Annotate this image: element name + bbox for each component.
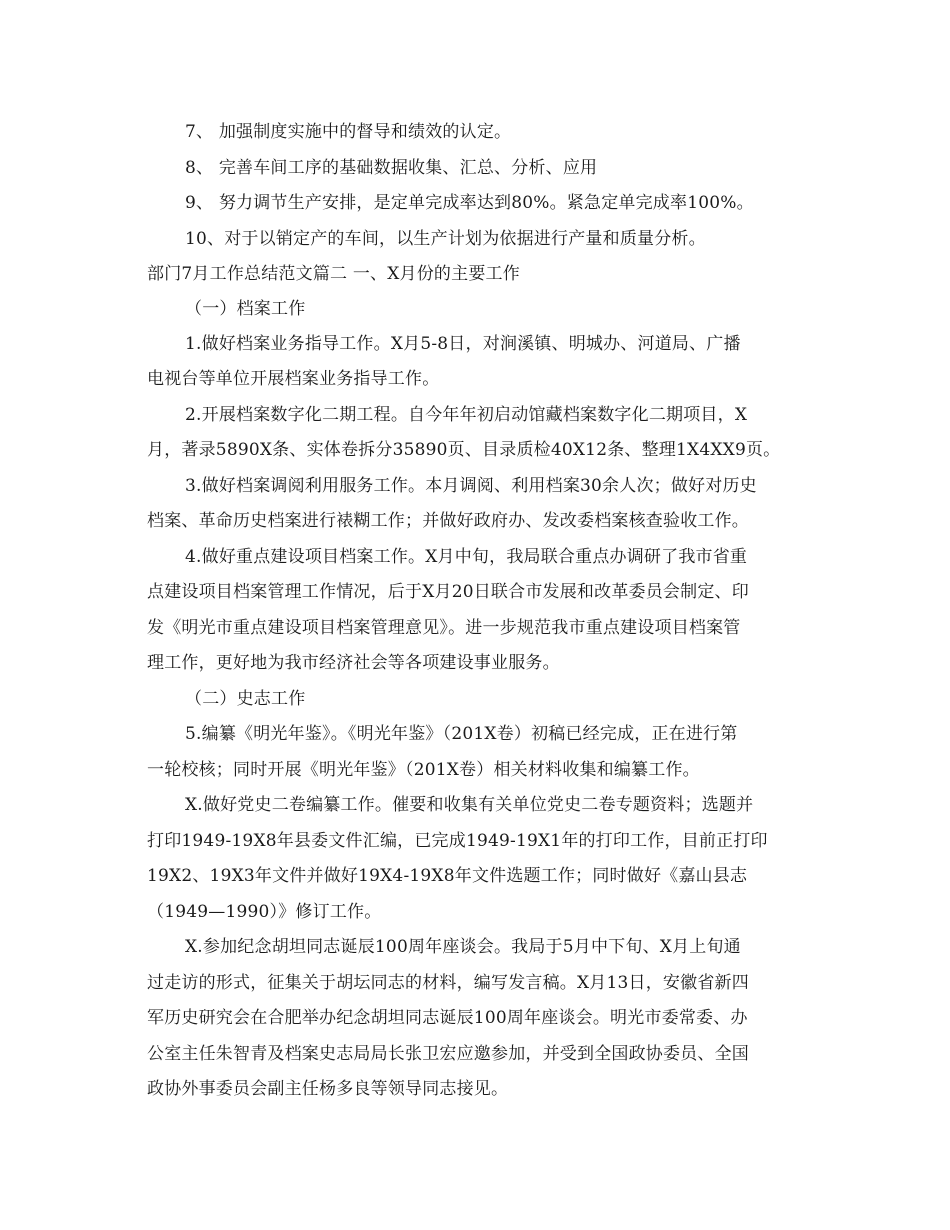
- paragraph-line: 过走访的形式，征集关于胡坛同志的材料，编写发言稿。X月13日，安徽省新四: [147, 973, 749, 993]
- paragraph-line: 打印1949-19X8年县委文件汇编，已完成1949-19X1年的打印工作，目前正打印: [147, 831, 768, 851]
- paragraph-line: 政协外事委员会副主任杨多良等领导同志接见。: [147, 1079, 509, 1099]
- paragraph-line: 军历史研究会在合肥举办纪念胡坦同志诞辰100周年座谈会。明光市委常委、办: [147, 1008, 748, 1028]
- paragraph-line: 公室主任朱智青及档案史志局局长张卫宏应邀参加，并受到全国政协委员、全国: [147, 1044, 749, 1064]
- paragraph-line: 档案、革命历史档案进行裱糊工作；并做好政府办、发改委档案核查验收工作。: [147, 511, 749, 531]
- paragraph-line: 2.开展档案数字化二期工程。自今年年初启动馆藏档案数字化二期项目，X: [185, 405, 748, 425]
- section-heading: 部门7月工作总结范文篇二 一、X月份的主要工作: [147, 264, 520, 284]
- list-item-9: 9、 努力调节生产安排，是定单完成率达到80%。紧急定单完成率100%。: [185, 193, 754, 213]
- paragraph-line: 5.编纂《明光年鉴》。《明光年鉴》（201X卷）初稿已经完成，正在进行第: [185, 724, 738, 744]
- subsection-heading-history: （二）史志工作: [185, 689, 306, 709]
- paragraph-line: X.做好党史二卷编纂工作。催要和收集有关单位党史二卷专题资料；选题并: [185, 795, 754, 815]
- list-item-7: 7、 加强制度实施中的督导和绩效的认定。: [185, 122, 512, 142]
- paragraph-line: 1.做好档案业务指导工作。X月5-8日，对涧溪镇、明城办、河道局、广播: [185, 334, 741, 354]
- paragraph-line: 19X2、19X3年文件并做好19X4-19X8年文件选题工作；同时做好《嘉山县志: [147, 866, 748, 886]
- paragraph-line: （1949—1990）》修订工作。: [147, 902, 382, 922]
- list-item-8: 8、 完善车间工序的基础数据收集、汇总、分析、应用: [185, 158, 598, 178]
- paragraph-line: 一轮校核；同时开展《明光年鉴》（201X卷）相关材料收集和编纂工作。: [147, 760, 700, 780]
- subsection-heading-archives: （一）档案工作: [185, 299, 306, 319]
- paragraph-line: 发《明光市重点建设项目档案管理意见》。进一步规范我市重点建设项目档案管: [147, 618, 741, 638]
- paragraph-line: 理工作，更好地为我市经济社会等各项建设事业服务。: [147, 653, 560, 673]
- paragraph-line: 电视台等单位开展档案业务指导工作。: [147, 369, 440, 389]
- paragraph-line: 4.做好重点建设项目档案工作。X月中旬，我局联合重点办调研了我市省重: [185, 547, 748, 567]
- list-item-10: 10、对于以销定产的车间，以生产计划为依据进行产量和质量分析。: [185, 229, 706, 249]
- paragraph-line: 月，著录5890X条、实体卷拆分35890页、目录质检40X12条、整理1X4XX9页。: [147, 440, 781, 460]
- paragraph-line: 3.做好档案调阅利用服务工作。本月调阅、利用档案30余人次；做好对历史: [185, 476, 757, 496]
- paragraph-line: X.参加纪念胡坦同志诞辰100周年座谈会。我局于5月中下旬、X月上旬通: [185, 937, 741, 957]
- paragraph-line: 点建设项目档案管理工作情况，后于X月20日联合市发展和改革委员会制定、印: [147, 582, 749, 602]
